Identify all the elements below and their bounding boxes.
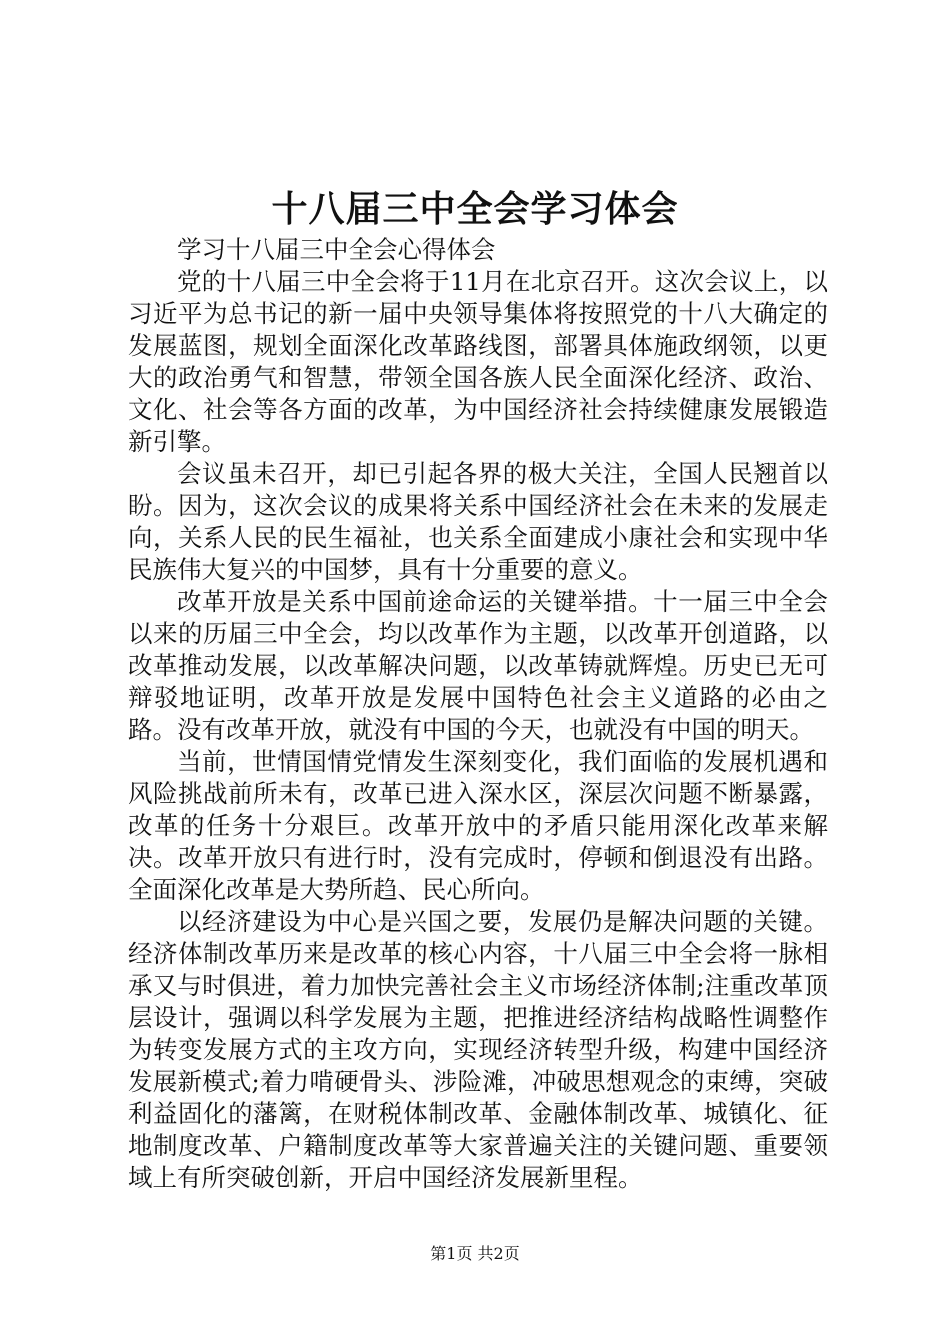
- body-paragraph: 当前，世情国情党情发生深刻变化，我们面临的发展机遇和风险挑战前所未有，改革已进入深水区，深层次问题不断暴露，改革的任务十分艰巨。改革开放中的矛盾只能用深化改革来解决。改革开放只有进行时，没有完成时，停顿和倒退没有出路。全面深化改革是大势所趋、民心所向。: [128, 747, 828, 904]
- body-paragraph: 以经济建设为中心是兴国之要，发展仍是解决问题的关键。经济体制改革历来是改革的核心内容，十八届三中全会将一脉相承又与时俱进，着力加快完善社会主义市场经济体制;注重改革顶层设计，强调以科学发展为主题，把推进经济结构战略性调整作为转变发展方式的主攻方向，实现经济转型升级，构建中国经济发展新模式;着力啃硬骨头、涉险滩，冲破思想观念的束缚，突破利益固化的藩篱，在财税体制改革、金融体制改革、城镇化、征地制度改革、户籍制度改革等大家普遍关注的关键问题、重要领域上有所突破创新，开启中国经济发展新里程。: [128, 907, 828, 1192]
- body-paragraph: 会议虽未召开，却已引起各界的极大关注，全国人民翘首以盼。因为，这次会议的成果将关系中国经济社会在未来的发展走向，关系人民的民生福祉，也关系全面建成小康社会和实现中华民族伟大复兴的中国梦，具有十分重要的意义。: [128, 459, 828, 584]
- page-footer: 第1页 共2页: [430, 1244, 520, 1263]
- document-title: 十八届三中全会学习体会: [271, 188, 679, 230]
- document-body: [128, 234, 828, 1194]
- body-paragraph: 改革开放是关系中国前途命运的关键举措。十一届三中全会以来的历届三中全会，均以改革作为主题，以改革开创道路，以改革推动发展，以改革解决问题，以改革铸就辉煌。历史已无可辩驳地证明，改革开放是发展中国特色社会主义道路的必由之路。没有改革开放，就没有中国的今天，也就没有中国的明天。: [128, 587, 828, 744]
- subtitle-paragraph: 学习十八届三中全会心得体会: [177, 235, 496, 264]
- body-paragraph: 党的十八届三中全会将于11月在北京召开。这次会议上，以习近平为总书记的新一届中央领导集体将按照党的十八大确定的发展蓝图，规划全面深化改革路线图，部署具体施政纲领，以更大的政治勇气和智慧，带领全国各族人民全面深化经济、政治、文化、社会等各方面的改革，为中国经济社会持续健康发展锻造新引擎。: [128, 267, 828, 456]
